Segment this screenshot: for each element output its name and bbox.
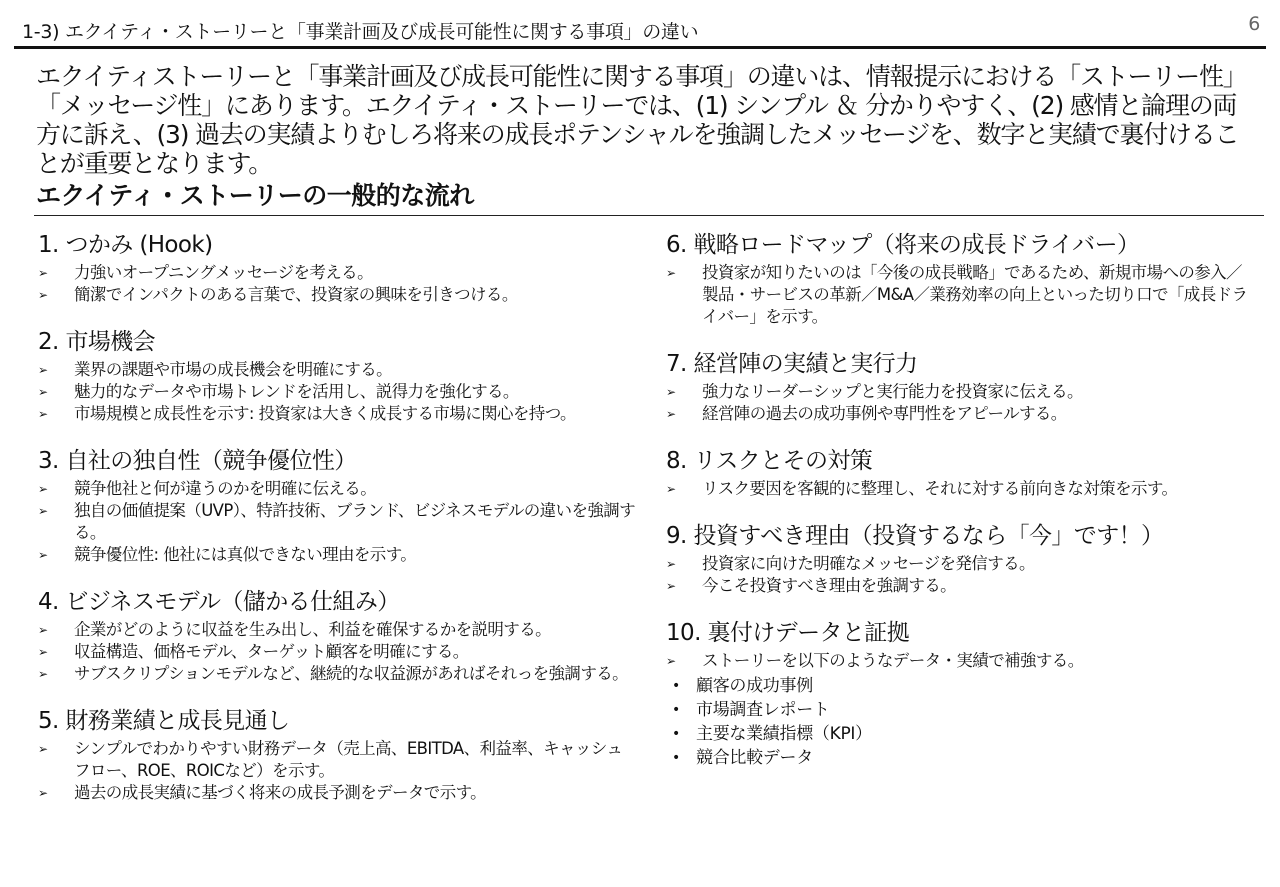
list-item: [666, 553, 1256, 575]
arrow-bullet-icon: ➢: [666, 654, 676, 668]
list-item: [666, 674, 1256, 698]
page-number: 6: [1248, 13, 1260, 35]
arrow-bullet-icon: ➢: [38, 667, 48, 681]
flow-item-points: [38, 478, 638, 566]
arrow-bullet-icon: ➢: [666, 579, 676, 593]
flow-item-1: [38, 228, 638, 306]
flow-item-points: [666, 381, 1256, 425]
list-item: [38, 262, 638, 284]
flow-item-points: [38, 738, 638, 804]
arrow-bullet-icon: ➢: [666, 407, 676, 421]
flow-item-title: 6. 戦略ロードマップ（将来の成長ドライバー）: [666, 232, 1140, 258]
list-item: [38, 782, 638, 804]
right-column: [666, 228, 1256, 789]
list-item: [38, 381, 638, 403]
flow-item-points: [38, 359, 638, 425]
point-text: 簡潔でインパクトのある言葉で、投資家の興味を引きつける。: [74, 285, 518, 304]
arrow-bullet-icon: ➢: [38, 645, 48, 659]
flow-item-title: 3. 自社の独自性（競争優位性）: [38, 448, 357, 474]
flow-item-points: [666, 478, 1256, 500]
flow-item-7: [666, 347, 1256, 425]
flow-item-sub-points: [666, 674, 1256, 770]
arrow-bullet-icon: ➢: [666, 482, 676, 496]
header-divider: [14, 46, 1266, 49]
arrow-bullet-icon: ➢: [666, 385, 676, 399]
point-text: ストーリーを以下のようなデータ・実績で補強する。: [702, 651, 1084, 670]
sub-point-text: 主要な業績指標（KPI）: [696, 724, 872, 744]
flow-item-title: 4. ビジネスモデル（儲かる仕組み）: [38, 589, 400, 615]
list-item: [38, 284, 638, 306]
flow-item-title: 1. つかみ (Hook): [38, 232, 213, 258]
arrow-bullet-icon: ➢: [38, 288, 48, 302]
point-text: 企業がどのように収益を生み出し、利益を確保するかを説明する。: [74, 620, 552, 639]
flow-item-4: [38, 585, 638, 685]
list-item: [38, 359, 638, 381]
flow-item-points: [38, 262, 638, 306]
dot-bullet-icon: •: [672, 726, 680, 742]
list-item: [666, 650, 1256, 672]
flow-item-3: [38, 444, 638, 566]
point-text: 独自の価値提案（UVP）、特許技術、ブランド、ビジネスモデルの違いを強調する。: [74, 501, 636, 542]
list-item: [38, 478, 638, 500]
point-text: 投資家に向けた明確なメッセージを発信する。: [702, 554, 1035, 573]
arrow-bullet-icon: ➢: [38, 266, 48, 280]
list-item: [666, 722, 1256, 746]
point-text: 投資家が知りたいのは「今後の成長戦略」であるため、新規市場への参入／製品・サービスの革新／M&A／業務効率の向上といった切り口で「成長ドライバー」を示す。: [702, 263, 1248, 326]
arrow-bullet-icon: ➢: [38, 548, 48, 562]
point-text: 今こそ投資すべき理由を強調する。: [702, 576, 957, 595]
left-column: [38, 228, 638, 823]
flow-item-points: [666, 553, 1256, 597]
section-title: エクイティ・ストーリーの一般的な流れ: [36, 181, 474, 210]
list-item: [666, 262, 1256, 328]
dot-bullet-icon: •: [672, 678, 680, 694]
point-text: 競争優位性: 他社には真似できない理由を示す。: [74, 545, 417, 564]
point-text: 力強いオープニングメッセージを考える。: [74, 263, 373, 282]
list-item: [38, 500, 638, 544]
sub-point-text: 顧客の成功事例: [696, 676, 813, 696]
point-text: 市場規模と成長性を示す: 投資家は大きく成長する市場に関心を持つ。: [74, 404, 576, 423]
list-item: [38, 663, 638, 685]
flow-item-2: [38, 325, 638, 425]
point-text: シンプルでわかりやすい財務データ（売上高、EBITDA、利益率、キャッシュフロー、ROE、ROICなど）を示す。: [74, 739, 623, 780]
list-item: [38, 544, 638, 566]
list-item: [38, 403, 638, 425]
sub-point-text: 競合比較データ: [696, 748, 813, 768]
slide-title: 1-3) エクイティ・ストーリーと「事業計画及び成長可能性に関する事項」の違い: [22, 21, 699, 43]
point-text: 競争他社と何が違うのかを明確に伝える。: [74, 479, 377, 498]
point-text: 経営陣の過去の成功事例や専門性をアピールする。: [702, 404, 1067, 423]
point-text: 業界の課題や市場の成長機会を明確にする。: [74, 360, 393, 379]
list-item: [38, 641, 638, 663]
arrow-bullet-icon: ➢: [666, 557, 676, 571]
list-item: [666, 746, 1256, 770]
list-item: [38, 738, 638, 782]
point-text: 過去の成長実績に基づく将来の成長予測をデータで示す。: [74, 783, 487, 802]
flow-item-title: 8. リスクとその対策: [666, 448, 873, 474]
flow-item-title: 10. 裏付けデータと証拠: [666, 620, 910, 646]
slide-header: [22, 13, 1266, 47]
arrow-bullet-icon: ➢: [38, 742, 48, 756]
intro-paragraph: エクイティストーリーと「事業計画及び成長可能性に関する事項」の違いは、情報提示における「ストーリー性」「メッセージ性」にあります。エクイティ・ストーリーでは、(1) シンプル ＆ 分かりやすく、(2) 感情と論理の両方に訴え、(3) 過去の実績よりむしろ将来の成長ポテンシャルを強調したメッセージを、数字と実績で裏付けることが重要となります。: [36, 62, 1247, 178]
arrow-bullet-icon: ➢: [38, 363, 48, 377]
section-divider: [34, 215, 1264, 216]
arrow-bullet-icon: ➢: [38, 482, 48, 496]
point-text: リスク要因を客観的に整理し、それに対する前向きな対策を示す。: [702, 479, 1178, 498]
point-text: 強力なリーダーシップと実行能力を投資家に伝える。: [702, 382, 1083, 401]
list-item: [38, 619, 638, 641]
arrow-bullet-icon: ➢: [666, 266, 676, 280]
dot-bullet-icon: •: [672, 750, 680, 766]
arrow-bullet-icon: ➢: [38, 623, 48, 637]
flow-item-title: 9. 投資すべき理由（投資するなら「今」です！）: [666, 523, 1164, 549]
list-item: [666, 403, 1256, 425]
list-item: [666, 698, 1256, 722]
point-text: 収益構造、価格モデル、ターゲット顧客を明確にする。: [74, 642, 469, 661]
dot-bullet-icon: •: [672, 702, 680, 718]
flow-item-points: [666, 262, 1256, 328]
arrow-bullet-icon: ➢: [38, 786, 48, 800]
flow-item-title: 2. 市場機会: [38, 329, 156, 355]
arrow-bullet-icon: ➢: [38, 407, 48, 421]
flow-item-5: [38, 704, 638, 804]
flow-item-points: [666, 650, 1256, 672]
flow-item-points: [38, 619, 638, 685]
flow-item-8: [666, 444, 1256, 500]
point-text: 魅力的なデータや市場トレンドを活用し、説得力を強化する。: [74, 382, 519, 401]
point-text: サブスクリプションモデルなど、継続的な収益源があればそれっを強調する。: [74, 664, 629, 683]
arrow-bullet-icon: ➢: [38, 504, 48, 518]
list-item: [666, 381, 1256, 403]
list-item: [666, 575, 1256, 597]
flow-item-9: [666, 519, 1256, 597]
flow-item-10: [666, 616, 1256, 770]
arrow-bullet-icon: ➢: [38, 385, 48, 399]
flow-item-title: 7. 経営陣の実績と実行力: [666, 351, 918, 377]
list-item: [666, 478, 1256, 500]
sub-point-text: 市場調査レポート: [696, 700, 830, 720]
flow-item-6: [666, 228, 1256, 328]
flow-item-title: 5. 財務業績と成長見通し: [38, 708, 290, 734]
